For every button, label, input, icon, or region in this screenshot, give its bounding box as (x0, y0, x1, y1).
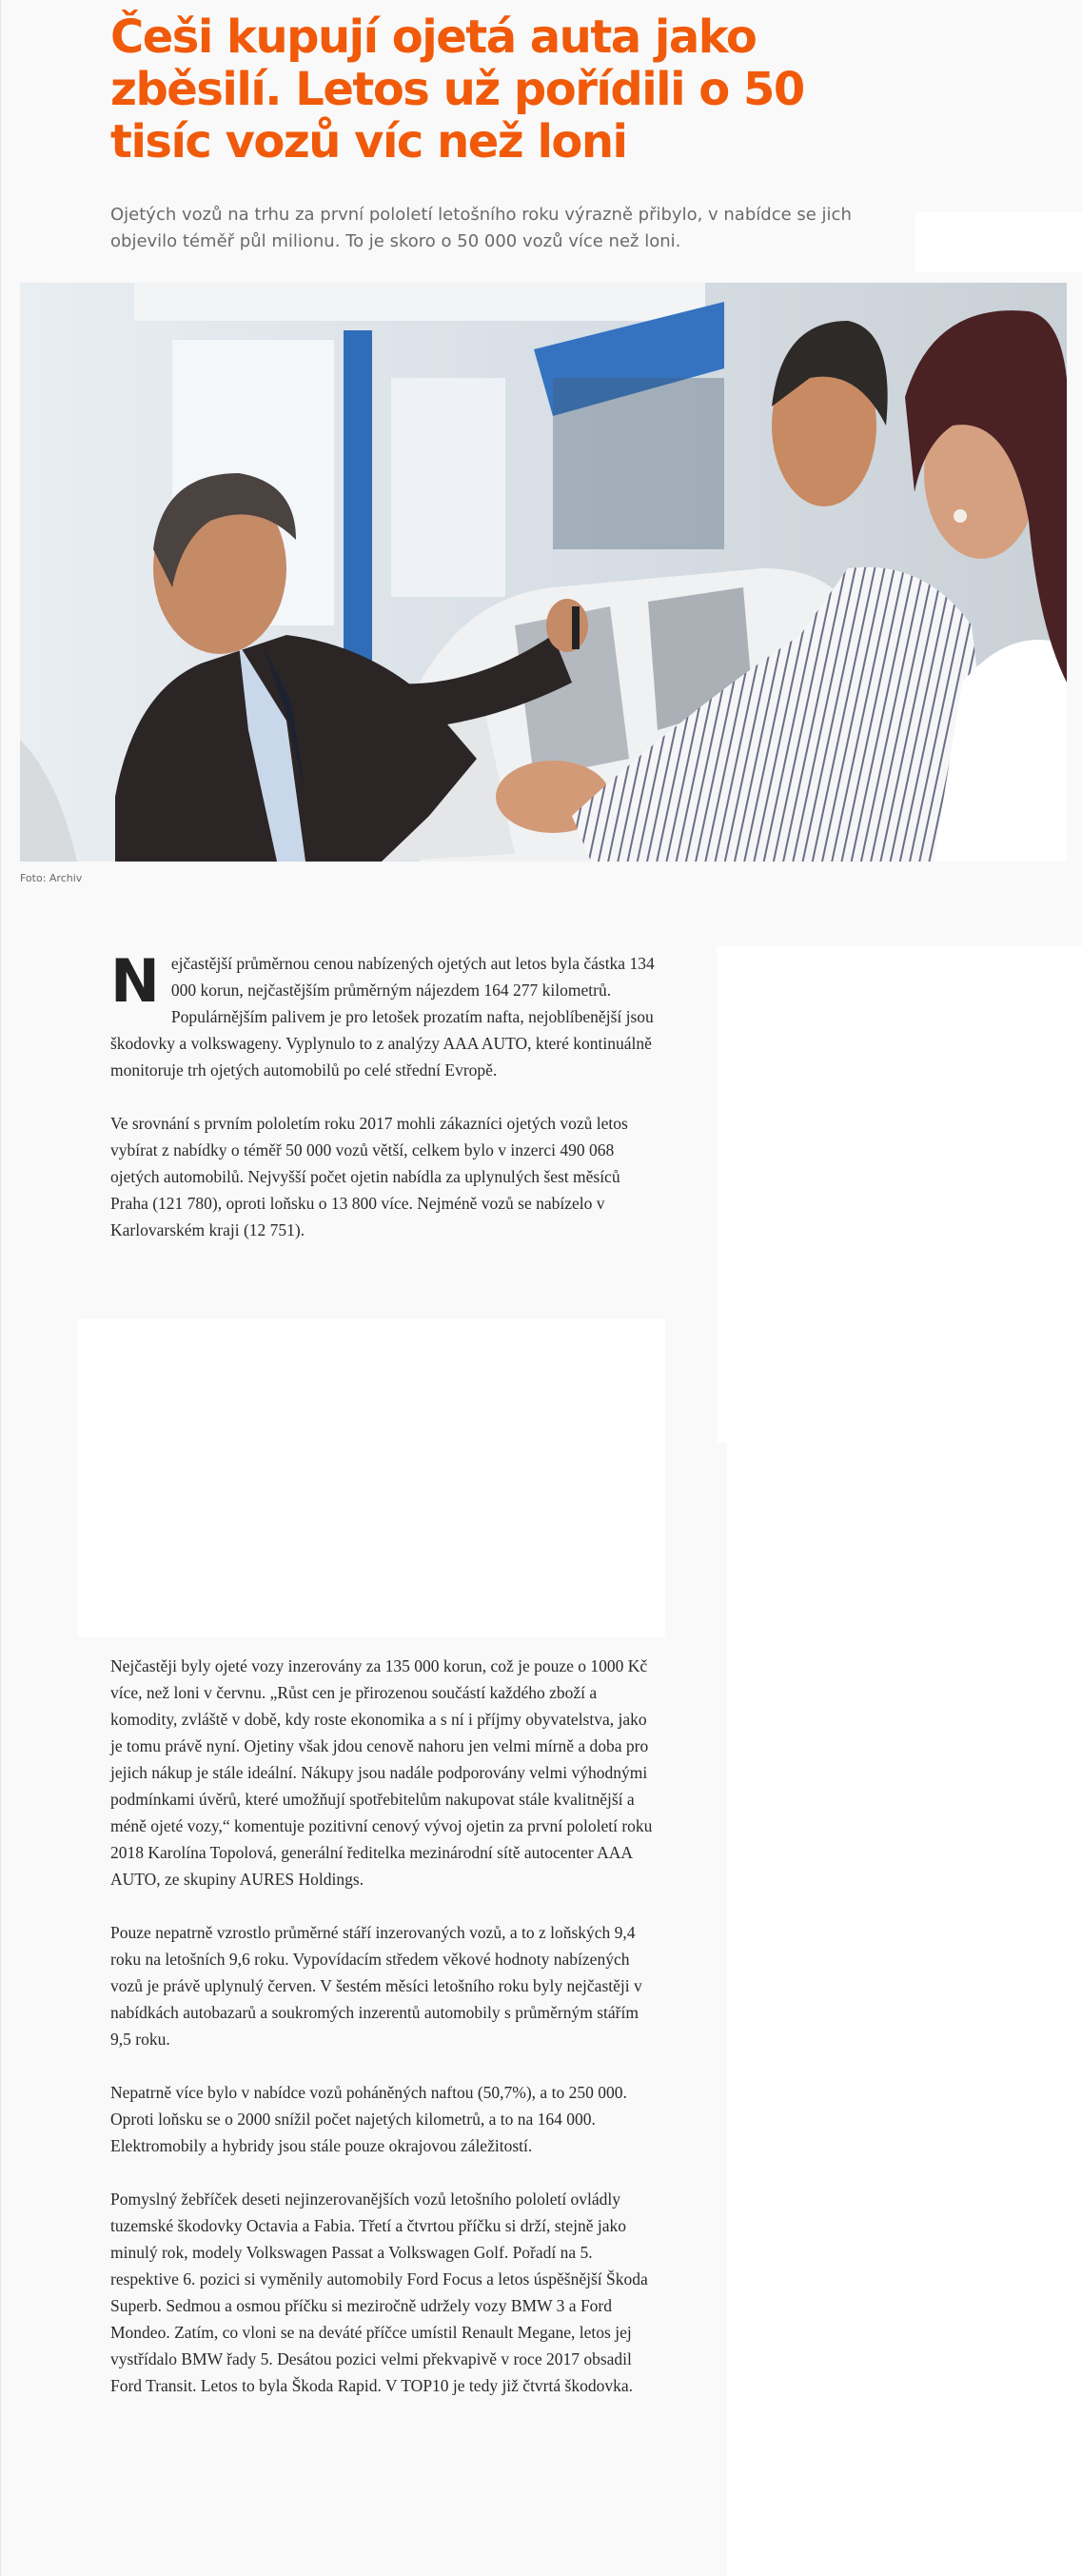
dropcap: N (110, 946, 160, 1016)
paragraph-text: ejčastější průměrnou cenou nabízených ojetých aut letos byla částka 134 000 korun, nejčastějším průměrným nájezdem 164 277 kilometrů. Populárnějším palivem je pro letošek prozatím nafta, nejoblíbenější jsou škodovky a volkswageny. Vyplynulo to z analýzy AAA AUTO, které kontinuálně monitoruje trh ojetých automobilů po celé střední Evropě. (110, 954, 655, 1080)
article-paragraph-5: Nepatrně více bylo v nabídce vozů poháněných naftou (50,7%), a to 250 000. Oproti loňsku se o 2000 snížil počet najetých kilometrů, a to na 164 000. Elektromobily a hybridy jsou stále pouze okrajovou záležitostí. (110, 2083, 627, 2155)
article-paragraph-4: Pouze nepatrně vzrostlo průměrné stáří inzerovaných vozů, a to z loňských 9,4 roku na letošních 9,6 roku. Vypovídacím středem věkové hodnoty nabízených vozů je právě uplynulý červen. V šestém měsíci letošního roku byly nejčastěji v nabídkách autobazarů a soukromých inzerentů automobily s průměrným stářím 9,5 roku. (110, 1923, 642, 2049)
article-paragraph-1 (110, 946, 659, 1083)
article-headline: Češi kupují ojetá auta jako zběsilí. Letos už pořídili o 50 tisíc vozů víc než loni (110, 10, 804, 168)
article-paragraph-2: Ve srovnání s prvním pololetím roku 2017 mohli zákazníci ojetých vozů letos vybírat z nabídky o téměř 50 000 vozů větší, celkem bylo v inzerci 490 068 ojetých automobilů. Nejvyšší počet ojetin nabídla za uplynulých šest měsíců Praha (121 780), oproti loňsku o 13 800 více. Nejméně vozů se nabízelo v Karlovarském kraji (12 751). (110, 1114, 628, 1239)
page-left-border (0, 0, 1, 2576)
sidebar-ad-slot (717, 946, 1082, 1443)
hero-image-caption: Foto: Archiv (20, 872, 83, 884)
article-paragraph-3: Nejčastěji byly ojeté vozy inzerovány za 135 000 korun, což je pouze o 1000 Kč více, než loni v červnu. „Růst cen je přirozenou součástí každého zboží a komodity, zvláště v době, kdy roste ekonomika a s ní i příjmy obyvatelstva, jako je tomu právě nyní. Ojetiny však jdou cenově nahoru jen velmi mírně a doba pro jejich nákup je stále ideální. Nákupy jsou nadále podporovány velmi výhodnými podmínkami úvěrů, které umožňují spotřebitelům nakupovat stále kvalitnější a méně ojeté vozy,“ komentuje pozitivní cenový vývoj ojetin za první pololetí roku 2018 Karolína Topolová, generální ředitelka mezinárodní sítě autocenter AAA AUTO, ze skupiny AURES Holdings. (110, 1656, 653, 1889)
article-body-intro (110, 946, 659, 1270)
article-body-main (110, 1653, 659, 2426)
ad-slot-top-right (915, 212, 1082, 272)
sidebar-column (727, 1443, 1082, 2576)
article-paragraph-6: Pomyslný žebříček deseti nejinzerovanějších vozů letošního pololetí ovládly tuzemské škodovky Octavia a Fabia. Třetí a čtvrtou příčku si drží, stejně jako minulý rok, modely Volkswagen Passat a Volkswagen Golf. Pořadí na 5. respektive 6. pozici si vyměnily automobily Ford Focus a letos úspěšnější Škoda Superb. Sedmou a osmou příčku si meziročně udržely vozy BMW 3 a Ford Mondeo. Zatím, co vloni se na deváté příčce umístil Renault Megane, letos jej vystřídalo BMW řady 5. Desátou pozici velmi překvapivě v roce 2017 obsadil Ford Transit. Letos to byla Škoda Rapid. V TOP10 je tedy již čtvrtá škodovka. (110, 2190, 648, 2395)
hero-image[interactable] (20, 283, 1067, 862)
hero-figure (20, 283, 1067, 862)
article-perex: Ojetých vozů na trhu za první pololetí letošního roku výrazně přibylo, v nabídce se jich objevilo téměř půl milionu. To je skoro o 50 000 vozů více než loni. (110, 205, 852, 251)
inline-ad-slot (78, 1318, 665, 1637)
